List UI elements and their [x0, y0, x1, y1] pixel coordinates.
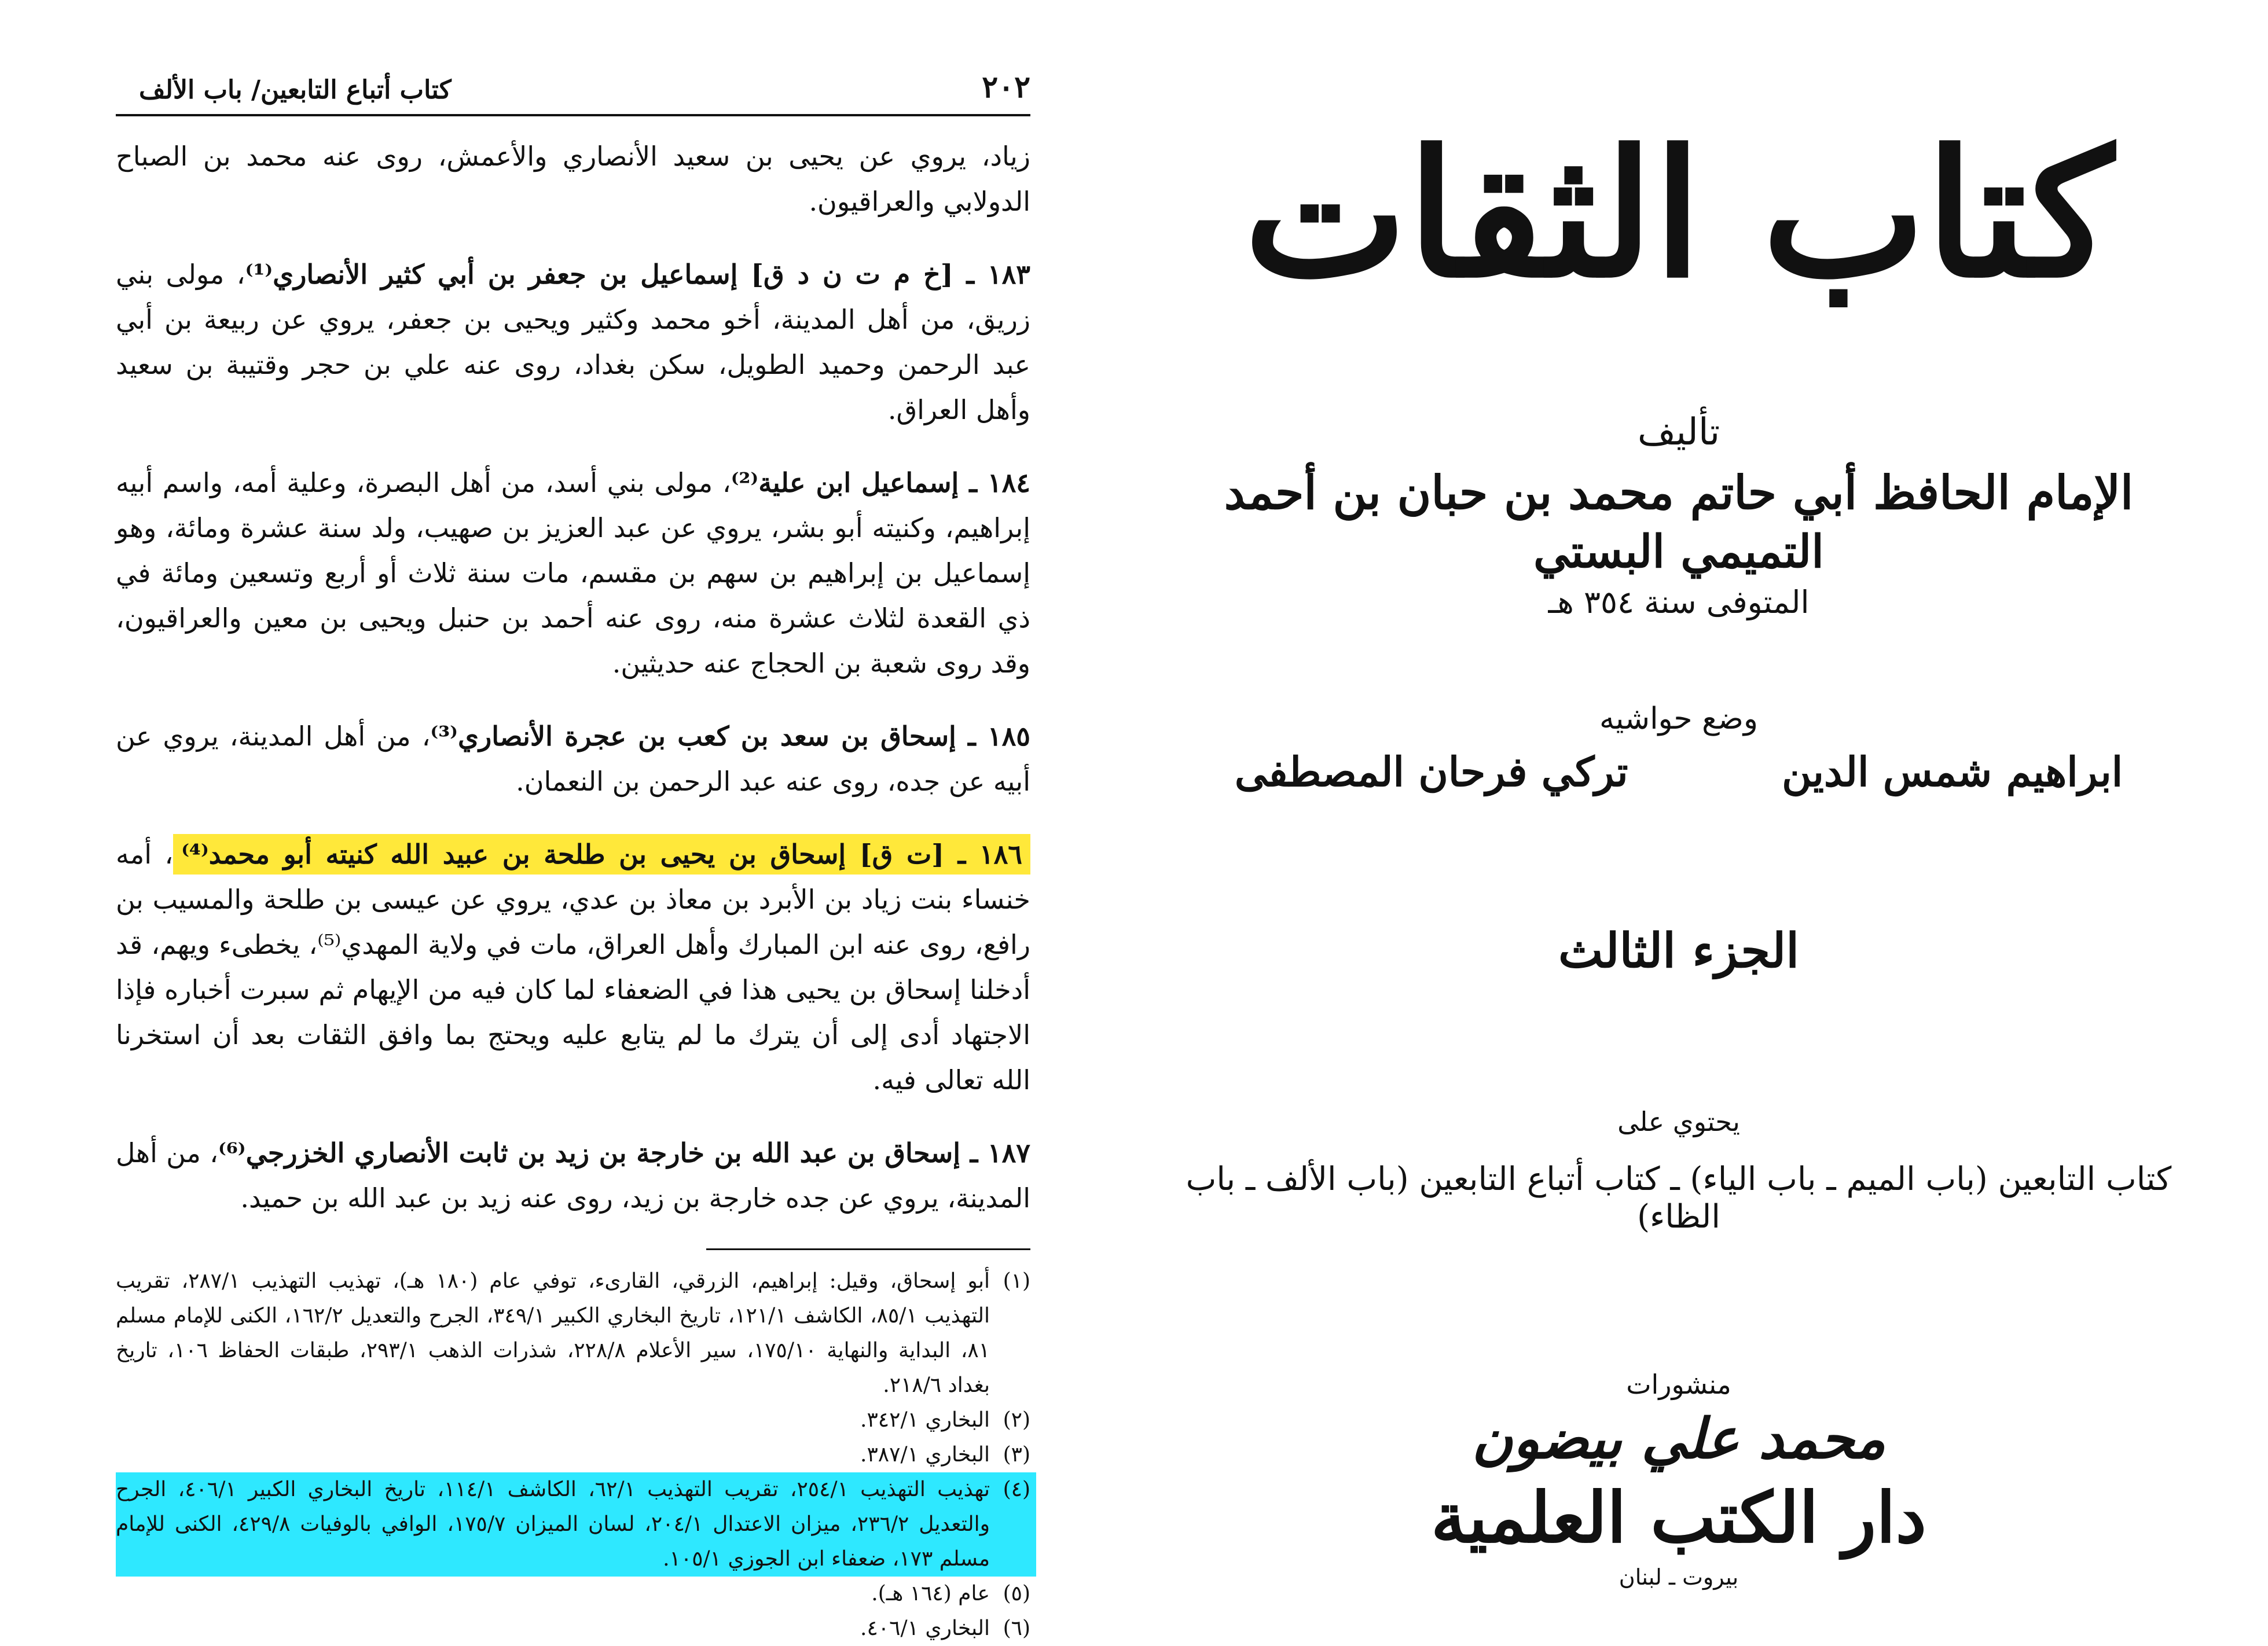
footnote-3: [116, 1438, 1030, 1472]
running-title: كتاب أتباع التابعين/ باب الألف: [139, 75, 452, 105]
contains-label: يحتوي على: [1617, 1106, 1740, 1137]
editors: [1158, 748, 2200, 796]
page-number: ٢٠٢: [982, 69, 1030, 105]
publisher-label: منشورات: [1626, 1369, 1731, 1400]
paragraph-text: زياد، يروي عن يحيى بن سعيد الأنصاري والأعمش، روى عنه محمد بن الصباح الدولابي والعراقيون.: [116, 141, 1030, 217]
footnote-2: [116, 1403, 1030, 1438]
entry-text: ، من أهل المدينة، يروي عن أبيه عن جده، روى عنه عبد الرحمن بن النعمان.: [116, 721, 1030, 797]
footnote-1: [116, 1264, 1030, 1403]
editor-name: تركي فرحان المصطفى: [1234, 748, 1628, 796]
footnote-text: تهذيب التهذيب ٢٥٤/١، تقريب التهذيب ٦٢/١، الكاشف ١١٤/١، تاريخ البخاري الكبير ٤٠٦/١، الجرح والتعديل ٢٣٦/٢، ميزان الاعتدال ٢٠٤/١، لسان الميزان ١٧٥/٧، الوافي بالوفيات ٤٢٩/٨، الكنى للإمام مسلم ١٧٣، ضعفاء ابن الجوزي ١٠٥/١.: [116, 1478, 990, 1571]
footnote-number: (٢): [1003, 1408, 1030, 1432]
entry-text: ، مولى بني أسد، من أهل البصرة، وعلية أمه، واسم أبيه إبراهيم، وكنيته أبو بشر، يروي عن عبد العزيز بن صهيب، ولد سنة عشرة ومائة، وهو إسماعيل بن إبراهيم بن سهم بن مقسم، مات سنة ثلاث أو أربع وتسعين ومائة في ذي القعدة لثلاث عشرة منه، روى عنه أحمد بن حنبل ويحيى بن معين والعراقيون، وقد روى شعبة بن الحجاج عنه حديثين.: [116, 467, 1030, 679]
footnote-number: (٤): [1003, 1478, 1030, 1501]
volume-contents: كتاب التابعين (باب الميم ـ باب الياء) ـ كتاب أتباع التابعين (باب الألف ـ باب الظاء): [1186, 1160, 2172, 1236]
footnote-text: أبو إسحاق، وقيل: إبراهيم، الزرقي، القارىء، توفي عام (١٨٠ هـ)، تهذيب التهذيب ٢٨٧/١، تقريب التهذيب ٨٥/١، الكاشف ١٢١/١، تاريخ البخاري الكبير ٣٤٩/١، الجرح والتعديل ١٦٢/٢، الكنى للإمام مسلم ٨١، البداية والنهاية ١٧٥/١٠، سير الأعلام ٢٢٨/٨، شذرات الذهب ٢٩٣/١، طبقات الحفاظ ١٠٦، تاريخ بغداد ٢١٨/٦.: [116, 1269, 990, 1397]
footnote-text: عام (١٦٤ هـ).: [871, 1582, 990, 1605]
entry-heading: ١٨٤ ـ إسماعيل ابن علية⁽²⁾: [731, 467, 1031, 498]
entry-187: [116, 1130, 1030, 1221]
author-name: الإمام الحافظ أبي حاتم محمد بن حبان بن أحمد: [1224, 465, 2134, 520]
publisher-logo: دار الكتب العلمية: [1431, 1477, 1926, 1559]
footnote-number: (١): [1003, 1269, 1030, 1293]
author-death-year: المتوفى سنة ٣٥٤ هـ: [1548, 584, 1810, 620]
entry-heading: ١٨٣ ـ [خ م ت ن د ق] إسماعيل بن جعفر بن أبي كثير الأنصاري⁽¹⁾: [245, 259, 1030, 290]
entry-text: ، مولى بني زريق، من أهل المدينة، أخو محمد وكثير ويحيى بن جعفر، يروي عن ربيعة بن أبي عبد الرحمن وحميد الطويل، سكن بغداد، روى عنه علي بن حجر وقتيبة بن سعيد وأهل العراق.: [116, 259, 1030, 425]
volume-label: الجزء الثالث: [1558, 923, 1800, 979]
footnote-text: البخاري ٤٠٦/١.: [860, 1616, 990, 1640]
page-header: [116, 69, 1030, 116]
author-nisba: التميمي البستي: [1533, 526, 1824, 578]
footnote-5: [116, 1577, 1030, 1611]
entry-heading: ١٨٧ ـ إسحاق بن عبد الله بن خارجة بن زيد بن ثابت الأنصاري الخزرجي⁽⁶⁾: [218, 1137, 1031, 1169]
editor-name: ابراهيم شمس الدين: [1782, 748, 2123, 796]
title-page: [1158, 81, 2200, 1590]
footnote-number: (٦): [1003, 1616, 1030, 1640]
publisher-name: محمد علي بيضون: [1471, 1406, 1886, 1471]
entry-186: [116, 832, 1030, 1103]
entry-text: ، أمه خنساء بنت زياد بن الأبرد بن معاذ بن عدي، يروي عن عيسى بن طلحة والمسيب بن رافع، روى عنه ابن المبارك وأهل العراق، مات في ولاية المهدي⁽⁵⁾، يخطىء ويهم، قد أدخلنا إسحاق بن يحيى هذا في الضعفاء لما كان فيه من الإيهام ثم سبرت أخباره فإذا الاجتهاد أدى إلى أن يترك ما لم يتابع عليه ويحتج بما وافق الثقات بعد أن استخرنا الله تعالى فيه.: [116, 839, 1030, 1096]
publisher-city: بيروت ـ لبنان: [1619, 1564, 1739, 1590]
footnotes: [116, 1264, 1030, 1646]
footnote-text: البخاري ٣٤٢/١.: [860, 1408, 990, 1432]
paragraph-continuation: [116, 134, 1030, 224]
left-page: [116, 69, 1030, 1646]
entry-heading: ١٨٥ ـ إسحاق بن سعد بن كعب بن عجرة الأنصاري⁽³⁾: [430, 721, 1030, 752]
entry-183: [116, 252, 1030, 432]
footnote-number: (٣): [1003, 1443, 1030, 1467]
highlighted-footnote-4[interactable]: [116, 1472, 1036, 1577]
footnote-text: البخاري ٣٨٧/١.: [860, 1443, 990, 1467]
footnote-number: (٥): [1003, 1582, 1030, 1605]
authored-by-label: تأليف: [1637, 411, 1720, 454]
book-title: كتاب الثقات: [1243, 112, 2114, 316]
highlighted-entry-heading[interactable]: ١٨٦ ـ [ت ق] إسحاق بن يحيى بن طلحة بن عبيد الله كنيته أبو محمد⁽⁴⁾: [173, 834, 1030, 875]
footnote-divider: [706, 1248, 1030, 1250]
entry-184: [116, 460, 1030, 686]
entry-185: [116, 714, 1030, 804]
entry-text: ، من أهل المدينة، يروي عن جده خارجة بن زيد، روى عنه زيد بن عبد الله بن حميد.: [116, 1137, 1030, 1214]
footnote-6: [116, 1611, 1030, 1646]
editors-label: وضع حواشيه: [1599, 701, 1759, 736]
